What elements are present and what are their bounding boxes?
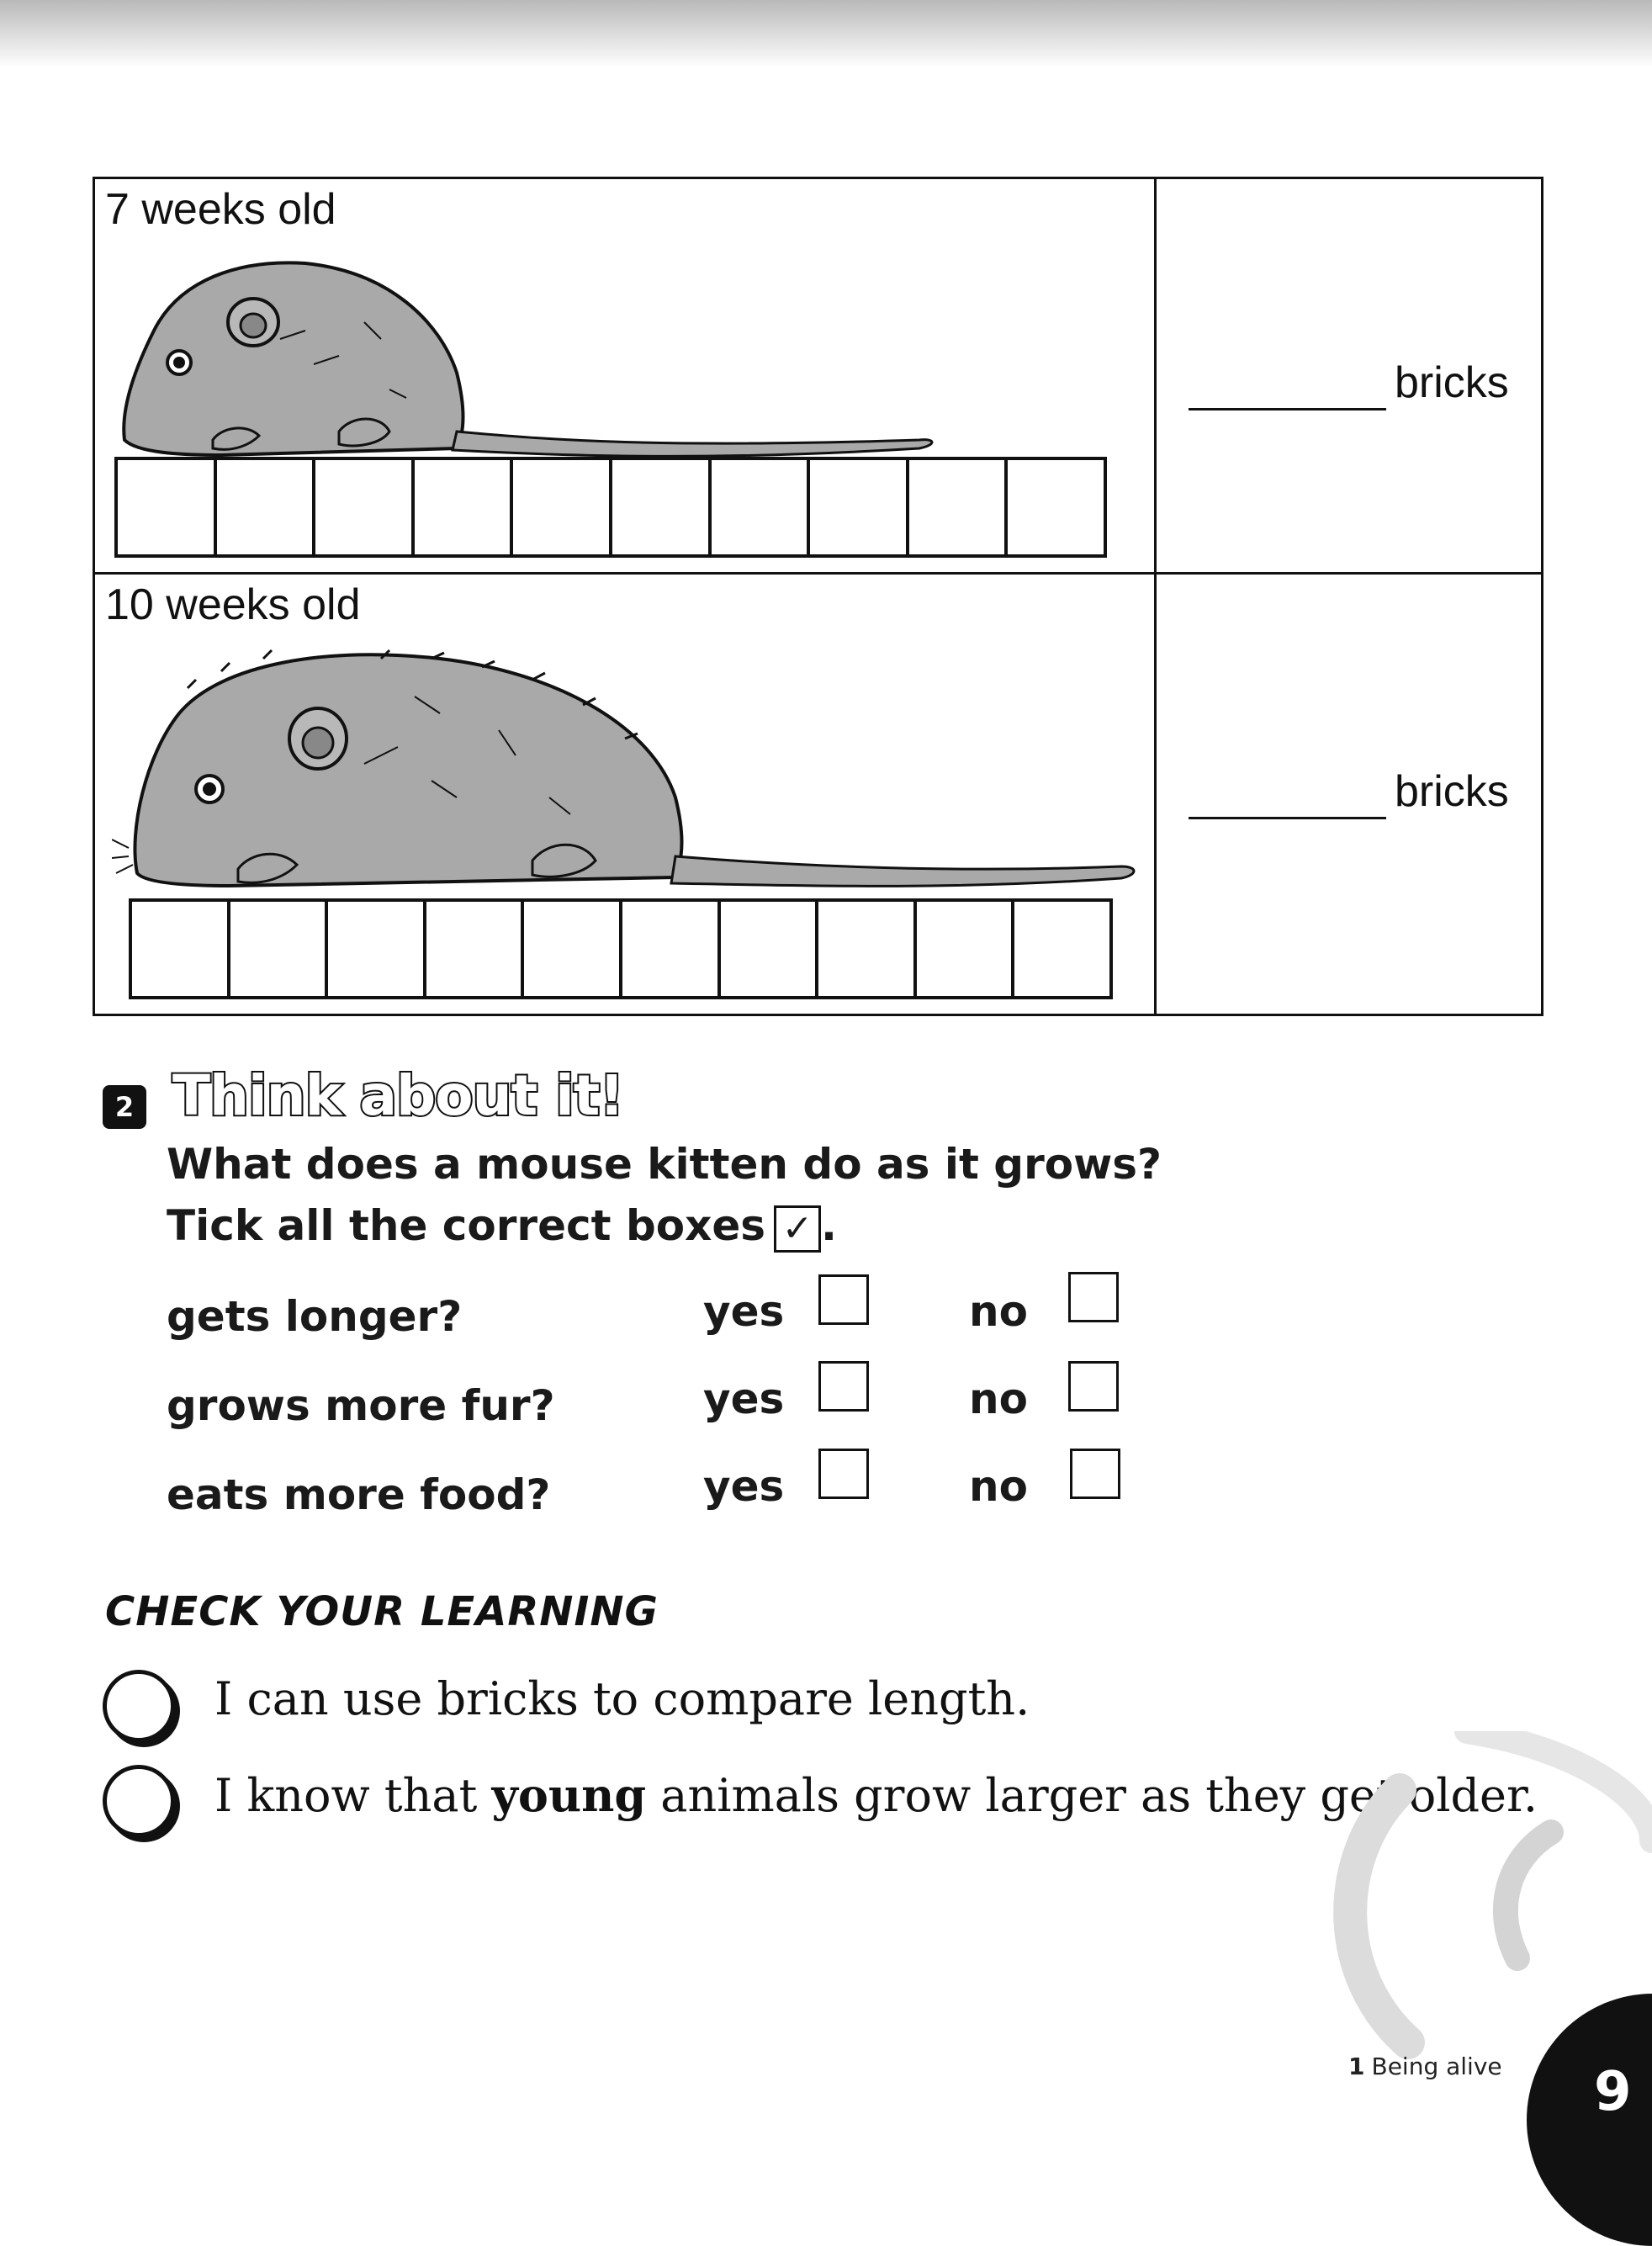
item-question: gets longer?: [167, 1292, 463, 1341]
measurement-table: [93, 177, 1543, 1016]
instruction-end: .: [821, 1201, 838, 1250]
bricks-answer-line[interactable]: [1189, 817, 1386, 819]
self-check-circle[interactable]: [103, 1670, 175, 1742]
brick-row-7-weeks: [114, 457, 1107, 558]
brick: [1008, 460, 1104, 554]
brick: [132, 902, 230, 996]
brick: [230, 902, 329, 996]
chapter-label: [1348, 2053, 1502, 2080]
self-check-circle[interactable]: [103, 1765, 175, 1837]
mouse-7-weeks-illustration: [112, 238, 995, 457]
tick-example-icon: ✓: [774, 1205, 821, 1253]
yes-label: yes: [703, 1287, 785, 1336]
yes-checkbox[interactable]: [818, 1274, 869, 1325]
brick: [1014, 902, 1109, 996]
no-label: no: [969, 1375, 1028, 1423]
activity-instruction-line: [167, 1201, 837, 1253]
yes-label: yes: [703, 1462, 785, 1511]
no-label: no: [969, 1462, 1028, 1511]
brick: [612, 460, 712, 554]
activity-title: Think about it!: [172, 1063, 624, 1128]
brick: [118, 460, 217, 554]
brick: [712, 460, 811, 554]
item-question-bold: food: [420, 1470, 527, 1519]
brick: [415, 460, 514, 554]
item-question: grows more fur?: [167, 1381, 555, 1430]
bricks-answer-line[interactable]: [1189, 408, 1386, 411]
no-checkbox[interactable]: [1070, 1449, 1120, 1499]
page-number: 9: [1594, 2061, 1632, 2123]
brick: [622, 902, 721, 996]
activity-question: What does a mouse kitten do as it grows?: [167, 1140, 1162, 1189]
yes-label: yes: [703, 1375, 785, 1423]
no-checkbox[interactable]: [1068, 1272, 1119, 1322]
yes-checkbox[interactable]: [818, 1361, 869, 1412]
yes-checkbox[interactable]: [818, 1449, 869, 1499]
age-label: 10 weeks old: [105, 580, 361, 629]
age-label: 7 weeks old: [105, 185, 336, 234]
learning-statement: I can use bricks to compare length.: [214, 1672, 1030, 1725]
brick: [721, 902, 819, 996]
brick: [524, 902, 622, 996]
brick: [426, 902, 525, 996]
no-checkbox[interactable]: [1068, 1361, 1119, 1412]
brick: [818, 902, 917, 996]
item-question-prefix: eats more: [167, 1470, 421, 1519]
table-row-7-weeks: [95, 179, 1541, 575]
brick: [328, 902, 426, 996]
mouse-10-weeks-illustration: [112, 646, 1155, 890]
brick: [315, 460, 415, 554]
bricks-unit-label: bricks: [1395, 767, 1509, 816]
no-label: no: [969, 1287, 1028, 1336]
brick: [810, 460, 909, 554]
brick: [917, 902, 1015, 996]
chapter-title: Being alive: [1371, 2053, 1502, 2080]
table-row-10-weeks: [95, 575, 1541, 1016]
brick-row-10-weeks: [129, 898, 1113, 999]
item-question-suffix: ?: [526, 1470, 551, 1519]
brick: [513, 460, 612, 554]
page-top-shadow: [0, 0, 1652, 67]
activity-number-badge: 2: [103, 1085, 146, 1129]
brick: [909, 460, 1009, 554]
bricks-unit-label: bricks: [1395, 358, 1509, 407]
item-question: [167, 1470, 550, 1519]
learning-statement-bold: young: [491, 1768, 647, 1822]
check-learning-heading: CHECK YOUR LEARNING: [105, 1588, 659, 1635]
activity-instruction: Tick all the correct boxes: [167, 1201, 766, 1250]
brick: [217, 460, 316, 554]
chapter-number: 1: [1348, 2053, 1365, 2080]
learning-statement-suffix: animals grow larger as they get older.: [646, 1769, 1538, 1822]
learning-statement-prefix: I know that: [214, 1769, 492, 1822]
